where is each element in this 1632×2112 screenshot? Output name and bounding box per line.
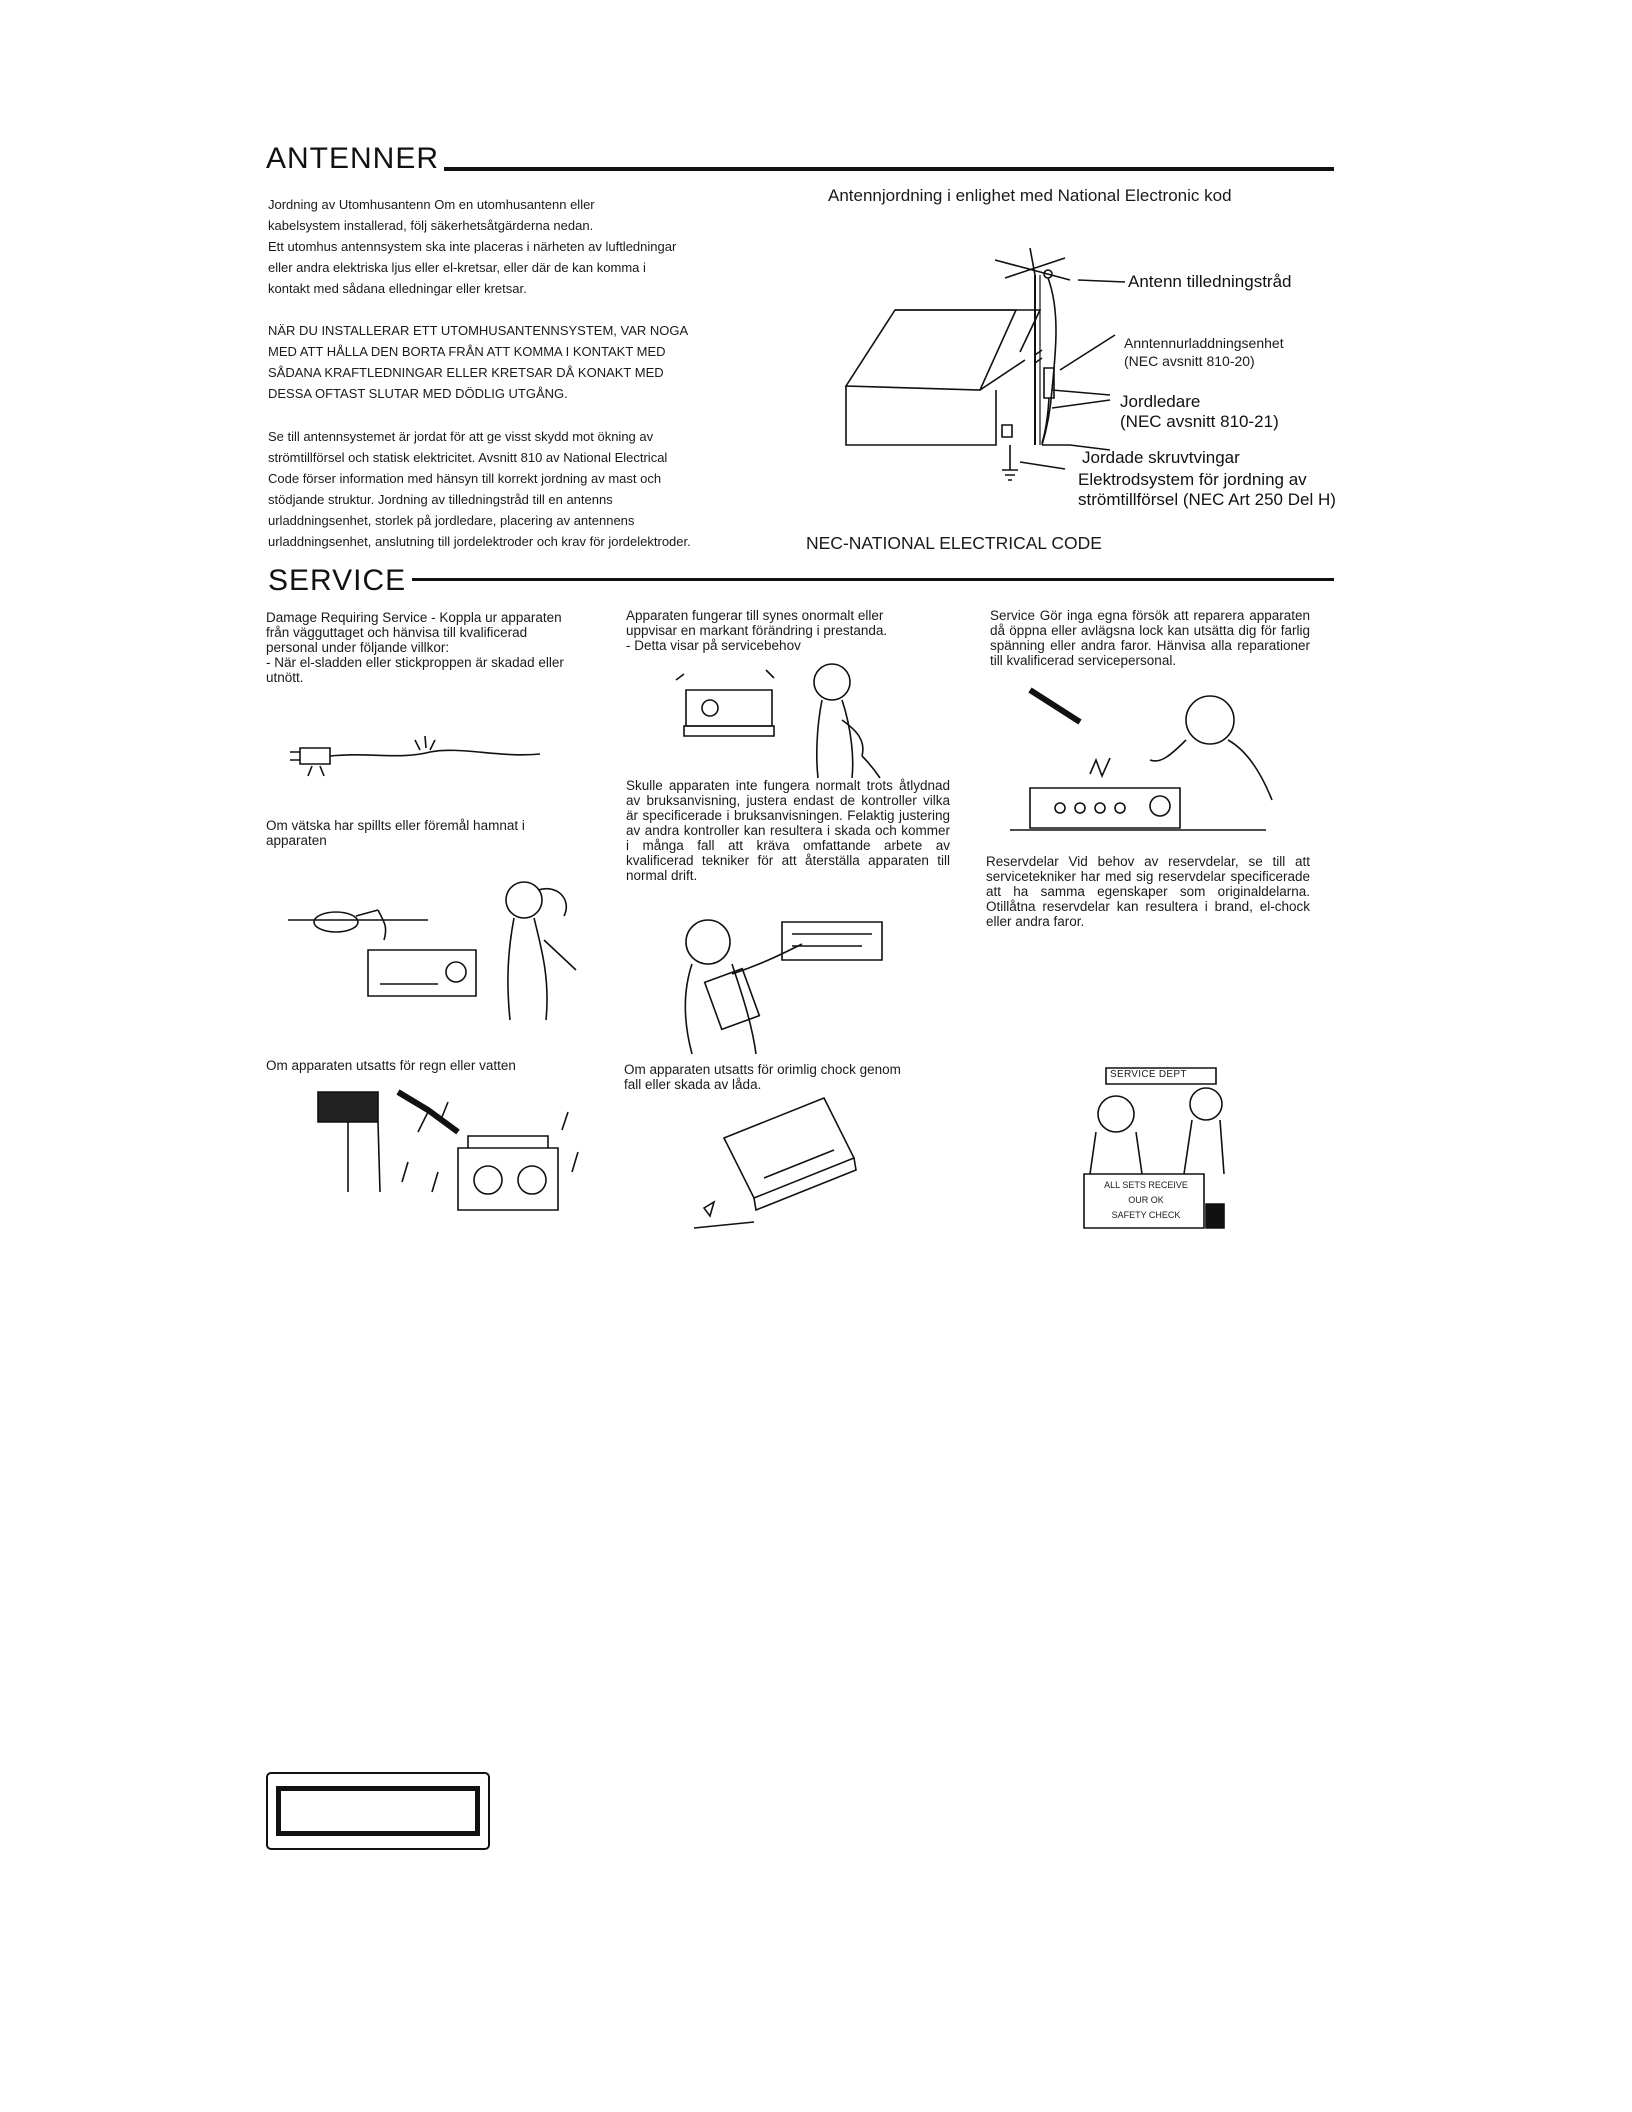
abnormal-line: Apparaten fungerar till synes onormalt eller bbox=[626, 608, 884, 623]
service-paragraph: Service Gör inga egna försök att reparera apparaten då öppna eller avlägsna lock kan utsätta dig för farlig spänning eller andra faror. Hänvisa alla reparationer till kvalificerad servicepersonal. bbox=[990, 608, 1310, 668]
grounding-intro-line: Ett utomhus antennsystem ska inte placeras i närheten av luftledningar bbox=[268, 239, 677, 254]
person-head bbox=[686, 920, 730, 964]
adjusting-controls-illustration bbox=[672, 914, 886, 1054]
service-intro-line: utnött. bbox=[266, 670, 304, 685]
rain-exposure-illustration bbox=[318, 1092, 578, 1220]
dropped-device-illustration bbox=[694, 1098, 858, 1228]
details-line: urladdningsenhet, anslutning till jordelektroder och krav för jordelektroder. bbox=[268, 534, 691, 549]
grounding-intro bbox=[268, 194, 788, 299]
shock-caption bbox=[624, 1062, 954, 1092]
spark-marks bbox=[415, 736, 435, 750]
shock-line: Om apparaten utsatts för orimlig chock genom bbox=[624, 1062, 901, 1077]
label-discharge-unit bbox=[1124, 334, 1284, 370]
lead-in-wire bbox=[1042, 278, 1056, 445]
impact-star bbox=[704, 1202, 714, 1216]
details-line: stödjande struktur. Jordning av tilledningstråd till en antenns bbox=[268, 492, 613, 507]
abnormal-caption bbox=[626, 608, 956, 653]
person-head bbox=[1186, 696, 1234, 744]
sound-marks bbox=[676, 670, 774, 680]
grounding-intro-line: eller andra elektriska ljus eller el-kretsar, eller där de kan komma i bbox=[268, 260, 646, 275]
pointer-conductor bbox=[1052, 390, 1110, 408]
damaged-cord-illustration bbox=[290, 722, 550, 782]
antenner-rule bbox=[444, 167, 1334, 171]
label-discharge-line: Anntennurladdningsenhet bbox=[1124, 335, 1284, 351]
cassette-radio bbox=[458, 1148, 558, 1210]
shock-hazard-illustration bbox=[1010, 680, 1276, 840]
grounding-intro-line: kabelsystem installerad, följ säkerhetsåtgärderna nedan. bbox=[268, 218, 594, 233]
pointer-electrode bbox=[1020, 462, 1065, 469]
person-body bbox=[508, 918, 547, 1020]
service-intro-line: personal under följande villkor: bbox=[266, 640, 450, 655]
liquid-caption-line: Om vätska har spillts eller föremål hamnat i bbox=[266, 818, 525, 833]
falling-unit bbox=[724, 1098, 854, 1198]
ground-clamp bbox=[1002, 425, 1012, 437]
customer-head bbox=[1190, 1088, 1222, 1120]
service-dept-sign: SERVICE DEPT bbox=[1110, 1069, 1187, 1080]
power-cord bbox=[330, 750, 540, 756]
nec-footer: NEC-NATIONAL ELECTRICAL CODE bbox=[806, 533, 1102, 553]
service-intro-line: Damage Requiring Service - Koppla ur apparaten bbox=[266, 610, 562, 625]
abnormal-line: uppvisar en markant förändring i prestanda. bbox=[626, 623, 888, 638]
warning-line: NÄR DU INSTALLERAR ETT UTOMHUSANTENNSYSTEM, VAR NOGA bbox=[268, 323, 689, 338]
warning-line: DESSA OFTAST SLUTAR MED DÖDLIG UTGÅNG. bbox=[268, 386, 568, 401]
spark-zigzag bbox=[1090, 758, 1110, 776]
label-discharge-line: (NEC avsnitt 810-20) bbox=[1124, 353, 1255, 369]
spilled-liquid bbox=[378, 910, 386, 940]
counter-sign-line: OUR OK bbox=[1128, 1195, 1164, 1205]
grounding-intro-line: kontakt med sådana elledningar eller kretsar. bbox=[268, 281, 527, 296]
person-head bbox=[814, 664, 850, 700]
pointer-discharge bbox=[1060, 335, 1115, 370]
diagram-title: Antennjordning i enlighet med National Electronic kod bbox=[828, 186, 1232, 205]
rain-streaks bbox=[402, 1102, 578, 1192]
label-lead-in-wire: Antenn tilledningstråd bbox=[1128, 272, 1292, 291]
warning-line: MED ATT HÅLLA DEN BORTA FRÅN ATT KOMMA I KONTAKT MED bbox=[268, 344, 666, 359]
service-intro-line: från vägguttaget och hänvisa till kvalificerad bbox=[266, 625, 528, 640]
stereo-unit bbox=[686, 690, 772, 726]
radio-set bbox=[368, 950, 476, 996]
house-wall bbox=[846, 386, 996, 445]
counter-sign-line: ALL SETS RECEIVE bbox=[1104, 1180, 1188, 1190]
service-intro bbox=[266, 610, 612, 685]
label-ground-clamps: Jordade skruvtvingar bbox=[1082, 448, 1240, 467]
warning-line: SÅDANA KRAFTLEDNINGAR ELLER KRETSAR DÅ KONAKT MED bbox=[268, 365, 664, 380]
vase bbox=[314, 912, 358, 932]
grounding-details bbox=[268, 426, 798, 552]
counter-sign-line: SAFETY CHECK bbox=[1111, 1210, 1181, 1220]
spare-parts-paragraph: Reservdelar Vid behov av reservdelar, se till att servicetekniker har med sig reservdelar specificerade att ha samma egenskaper som originaldelarna. Otillåtna reservdelar kan resultera i brand, el-chock eller andra faror. bbox=[986, 854, 1310, 929]
label-frame-inner bbox=[276, 1786, 480, 1836]
rain-caption: Om apparaten utsatts för regn eller vatten bbox=[266, 1058, 516, 1073]
ground-electrode-symbol bbox=[1002, 470, 1018, 480]
person-head bbox=[506, 882, 542, 918]
service-intro-line: - När el-sladden eller stickproppen är skadad eller bbox=[266, 655, 564, 670]
liquid-caption-line: apparaten bbox=[266, 833, 327, 848]
label-conductor-line: (NEC avsnitt 810-21) bbox=[1120, 412, 1279, 431]
manual-book bbox=[705, 969, 760, 1030]
label-frame-outer bbox=[266, 1772, 490, 1850]
service-rule bbox=[412, 578, 1334, 581]
shock-line: fall eller skada av låda. bbox=[624, 1077, 762, 1092]
screwdriver bbox=[1030, 690, 1080, 722]
label-conductor-line: Jordledare bbox=[1120, 392, 1201, 411]
details-line: strömtillförsel och statisk elektricitet. Avsnitt 810 av National Electrical bbox=[268, 450, 668, 465]
phone-call-illustration bbox=[666, 660, 886, 778]
plug bbox=[300, 748, 330, 764]
coat-dark bbox=[318, 1092, 378, 1122]
phone-cord bbox=[862, 756, 880, 778]
controls-paragraph: Skulle apparaten inte fungera normalt trots åtlydnad av bruksanvisning, justera endast de kontroller vilka är specificerade i bruksanvisningen. Felaktig justering av andra kontroller kan resultera i skada och kommer i många fall att kräva omfattande arbete av kvalificerad tekniker för att återställa apparaten till normal drift. bbox=[626, 778, 950, 883]
pointer-lead-in bbox=[1078, 280, 1125, 282]
counter-sign bbox=[1088, 1178, 1204, 1223]
details-line: Code förser information med hänsyn till korrekt jordning av mast och bbox=[268, 471, 662, 486]
label-electrode-system bbox=[1078, 470, 1336, 510]
receiver-unit bbox=[782, 922, 882, 960]
abnormal-line: - Detta visar på servicebehov bbox=[626, 638, 801, 653]
legs bbox=[348, 1122, 380, 1192]
liquid-spill-illustration bbox=[288, 880, 578, 1020]
installation-warning bbox=[268, 320, 788, 404]
details-line: urladdningsenhet, storlek på jordledare, placering av antennens bbox=[268, 513, 635, 528]
label-ground-conductor bbox=[1120, 392, 1279, 432]
details-line: Se till antennsystemet är jordat för att ge visst skydd mot ökning av bbox=[268, 429, 654, 444]
liquid-caption bbox=[266, 818, 586, 848]
label-electrode-line: strömtillförsel (NEC Art 250 Del H) bbox=[1078, 490, 1336, 509]
house-gable bbox=[846, 310, 1016, 390]
label-electrode-line: Elektrodsystem för jordning av bbox=[1078, 470, 1307, 489]
antenner-heading: ANTENNER bbox=[266, 142, 440, 175]
grounding-intro-line: Jordning av Utomhusantenn Om en utomhusantenn eller bbox=[268, 197, 595, 212]
service-heading: SERVICE bbox=[268, 564, 407, 597]
technician-head bbox=[1098, 1096, 1134, 1132]
